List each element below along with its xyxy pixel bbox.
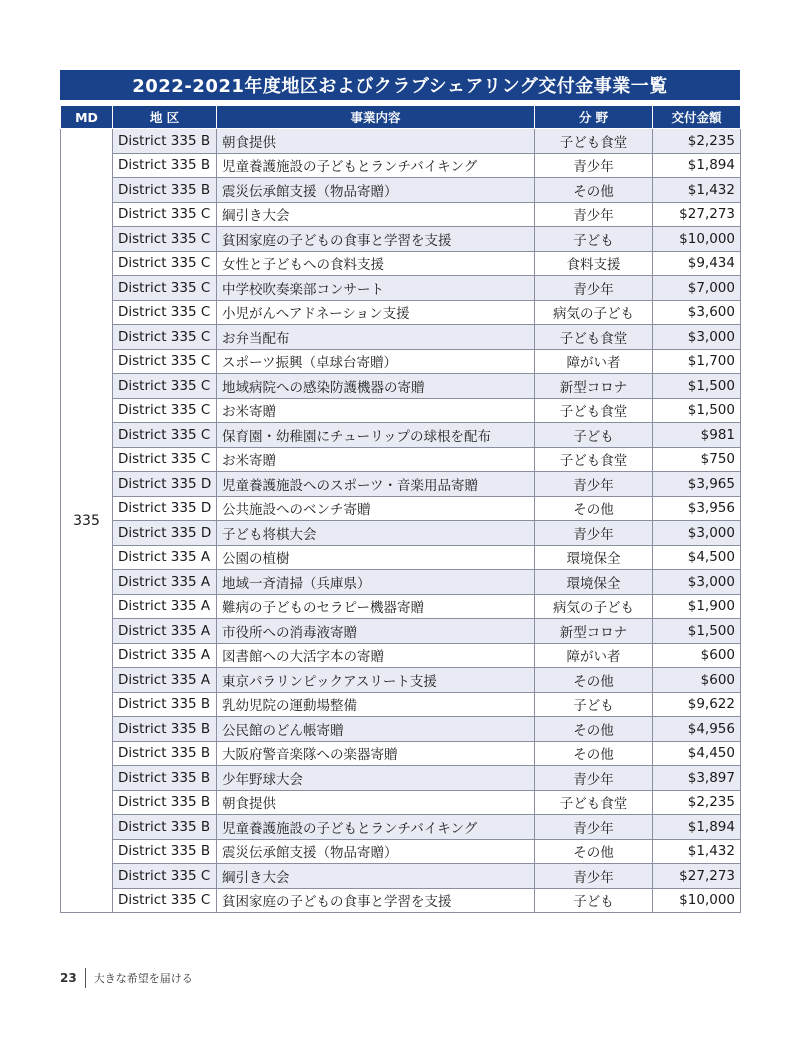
table-row [61,374,741,399]
amount-cell: $1,700 [653,349,741,374]
table-row [61,178,741,203]
category-cell: 青少年 [535,766,653,791]
amount-cell: $9,434 [653,251,741,276]
table-row [61,472,741,497]
project-cell: 震災伝承館支援（物品寄贈） [217,178,535,203]
district-cell: District 335 C [113,202,217,227]
amount-cell: $1,894 [653,815,741,840]
district-cell: District 335 A [113,643,217,668]
district-cell: District 335 D [113,521,217,546]
district-cell: District 335 A [113,668,217,693]
table-row [61,545,741,570]
category-cell: 食料支援 [535,251,653,276]
project-cell: 少年野球大会 [217,766,535,791]
district-cell: District 335 C [113,349,217,374]
table-row [61,129,741,154]
category-cell: その他 [535,496,653,521]
district-cell: District 335 A [113,570,217,595]
table-row [61,153,741,178]
amount-cell: $600 [653,643,741,668]
project-cell: 児童養護施設の子どもとランチバイキング [217,815,535,840]
district-cell: District 335 C [113,864,217,889]
amount-cell: $3,897 [653,766,741,791]
header-district: 地 区 [113,106,217,129]
table-row [61,251,741,276]
project-cell: 難病の子どものセラピー機器寄贈 [217,594,535,619]
category-cell: 子ども食堂 [535,325,653,350]
project-cell: スポーツ振興（卓球台寄贈） [217,349,535,374]
project-cell: 公園の植樹 [217,545,535,570]
table-row [61,300,741,325]
category-cell: 子ども [535,692,653,717]
amount-cell: $1,500 [653,374,741,399]
district-cell: District 335 B [113,790,217,815]
project-cell: 小児がんへアドネーション支援 [217,300,535,325]
amount-cell: $1,432 [653,178,741,203]
amount-cell: $1,900 [653,594,741,619]
amount-cell: $27,273 [653,202,741,227]
project-cell: 児童養護施設の子どもとランチバイキング [217,153,535,178]
project-cell: 大阪府警音楽隊への楽器寄贈 [217,741,535,766]
table-row [61,521,741,546]
table-row [61,692,741,717]
project-cell: 市役所への消毒液寄贈 [217,619,535,644]
district-cell: District 335 C [113,251,217,276]
category-cell: 子ども食堂 [535,129,653,154]
amount-cell: $2,235 [653,129,741,154]
project-cell: 朝食提供 [217,129,535,154]
project-cell: 綱引き大会 [217,864,535,889]
category-cell: 子ども食堂 [535,790,653,815]
amount-cell: $4,450 [653,741,741,766]
grant-table [60,105,741,913]
category-cell: 子ども [535,227,653,252]
category-cell: 環境保全 [535,570,653,595]
category-cell: 障がい者 [535,349,653,374]
amount-cell: $7,000 [653,276,741,301]
district-cell: District 335 C [113,423,217,448]
project-cell: 朝食提供 [217,790,535,815]
category-cell: 青少年 [535,864,653,889]
page-footer [60,968,193,988]
table-row [61,766,741,791]
category-cell: 子ども [535,888,653,913]
table-row [61,423,741,448]
district-cell: District 335 B [113,153,217,178]
category-cell: 青少年 [535,202,653,227]
header-amount: 交付金額 [653,106,741,129]
table-row [61,276,741,301]
district-cell: District 335 B [113,129,217,154]
page-title: 2022-2021年度地区およびクラブシェアリング交付金事業一覧 [60,70,740,100]
amount-cell: $750 [653,447,741,472]
table-row [61,594,741,619]
category-cell: 病気の子ども [535,300,653,325]
amount-cell: $10,000 [653,227,741,252]
district-cell: District 335 C [113,447,217,472]
table-row [61,398,741,423]
amount-cell: $3,965 [653,472,741,497]
project-cell: 東京パラリンピックアスリート支援 [217,668,535,693]
amount-cell: $10,000 [653,888,741,913]
district-cell: District 335 B [113,717,217,742]
district-cell: District 335 C [113,276,217,301]
project-cell: 地域病院への感染防護機器の寄贈 [217,374,535,399]
district-cell: District 335 C [113,398,217,423]
md-cell: 335 [61,129,113,913]
table-row [61,447,741,472]
category-cell: 新型コロナ [535,619,653,644]
amount-cell: $981 [653,423,741,448]
project-cell: 中学校吹奏楽部コンサート [217,276,535,301]
amount-cell: $2,235 [653,790,741,815]
table-row [61,202,741,227]
amount-cell: $4,956 [653,717,741,742]
table-row [61,790,741,815]
table-row [61,741,741,766]
district-cell: District 335 A [113,594,217,619]
category-cell: 青少年 [535,276,653,301]
project-cell: 図書館への大活字本の寄贈 [217,643,535,668]
district-cell: District 335 B [113,815,217,840]
district-cell: District 335 A [113,545,217,570]
project-cell: 公共施設へのベンチ寄贈 [217,496,535,521]
amount-cell: $9,622 [653,692,741,717]
category-cell: 青少年 [535,815,653,840]
project-cell: 女性と子どもへの食料支援 [217,251,535,276]
amount-cell: $3,600 [653,300,741,325]
category-cell: 青少年 [535,472,653,497]
district-cell: District 335 C [113,888,217,913]
footer-divider [85,968,86,988]
table-row [61,570,741,595]
project-cell: 貧困家庭の子どもの食事と学習を支援 [217,227,535,252]
table-row [61,864,741,889]
project-cell: 綱引き大会 [217,202,535,227]
district-cell: District 335 C [113,227,217,252]
table-header-row [61,106,741,129]
project-cell: 貧困家庭の子どもの食事と学習を支援 [217,888,535,913]
header-category: 分 野 [535,106,653,129]
category-cell: その他 [535,741,653,766]
table-row [61,496,741,521]
project-cell: 児童養護施設へのスポーツ・音楽用品寄贈 [217,472,535,497]
table-row [61,717,741,742]
header-md: MD [61,106,113,129]
project-cell: 震災伝承館支援（物品寄贈） [217,839,535,864]
table-row [61,325,741,350]
district-cell: District 335 A [113,619,217,644]
project-cell: 地域一斉清掃（兵庫県） [217,570,535,595]
district-cell: District 335 C [113,300,217,325]
table-row [61,227,741,252]
table-row [61,349,741,374]
category-cell: 青少年 [535,153,653,178]
district-cell: District 335 C [113,325,217,350]
table-row [61,815,741,840]
project-cell: 公民館のどん帳寄贈 [217,717,535,742]
project-cell: お米寄贈 [217,398,535,423]
project-cell: 保育園・幼稚園にチューリップの球根を配布 [217,423,535,448]
district-cell: District 335 B [113,178,217,203]
table-row [61,643,741,668]
category-cell: 環境保全 [535,545,653,570]
amount-cell: $3,956 [653,496,741,521]
amount-cell: $1,432 [653,839,741,864]
table-row [61,619,741,644]
amount-cell: $27,273 [653,864,741,889]
amount-cell: $1,500 [653,619,741,644]
category-cell: 子ども [535,423,653,448]
category-cell: 病気の子ども [535,594,653,619]
category-cell: その他 [535,178,653,203]
district-cell: District 335 B [113,766,217,791]
project-cell: お弁当配布 [217,325,535,350]
amount-cell: $3,000 [653,521,741,546]
table-row [61,839,741,864]
category-cell: 新型コロナ [535,374,653,399]
amount-cell: $3,000 [653,325,741,350]
amount-cell: $600 [653,668,741,693]
category-cell: その他 [535,717,653,742]
category-cell: 青少年 [535,521,653,546]
district-cell: District 335 B [113,692,217,717]
category-cell: その他 [535,668,653,693]
project-cell: 乳幼児院の運動場整備 [217,692,535,717]
table-row [61,888,741,913]
district-cell: District 335 D [113,496,217,521]
category-cell: 子ども食堂 [535,447,653,472]
district-cell: District 335 D [113,472,217,497]
category-cell: 子ども食堂 [535,398,653,423]
footer-text: 大きな希望を届ける [93,972,193,985]
page-number: 23 [60,971,77,985]
project-cell: お米寄贈 [217,447,535,472]
category-cell: 障がい者 [535,643,653,668]
district-cell: District 335 C [113,374,217,399]
table-row [61,668,741,693]
amount-cell: $1,894 [653,153,741,178]
header-project: 事業内容 [217,106,535,129]
amount-cell: $4,500 [653,545,741,570]
project-cell: 子ども将棋大会 [217,521,535,546]
district-cell: District 335 B [113,741,217,766]
amount-cell: $1,500 [653,398,741,423]
category-cell: その他 [535,839,653,864]
district-cell: District 335 B [113,839,217,864]
amount-cell: $3,000 [653,570,741,595]
